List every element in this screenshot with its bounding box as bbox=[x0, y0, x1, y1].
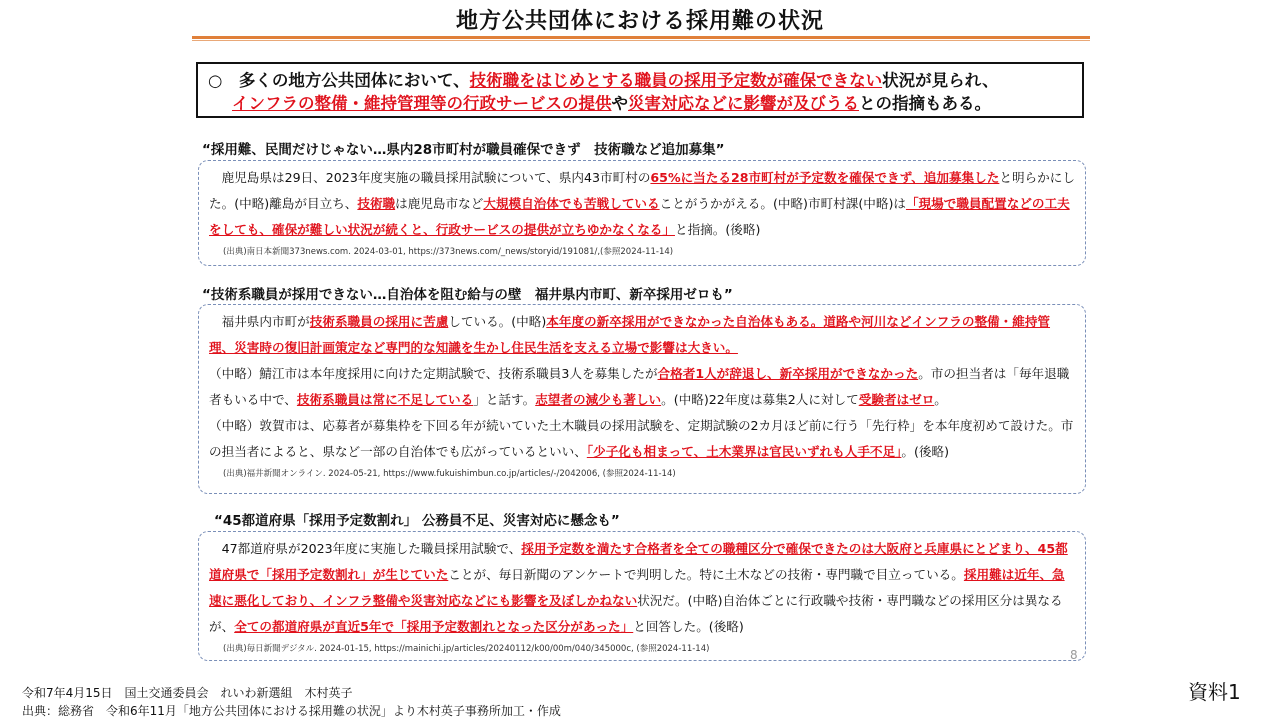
summary-line-2 bbox=[208, 92, 1072, 115]
article-text: 。 bbox=[934, 392, 947, 407]
article-text: 。(中略)22年度は募集2人に対して bbox=[661, 392, 859, 407]
article-text: 。市の担当者は「毎年退職者もいる中で、 bbox=[209, 366, 1070, 407]
article-text: している。(中略) bbox=[448, 314, 547, 329]
section1-heading: “採用難、民間だけじゃない…県内28市町村が職員確保できず 技術職など追加募集” bbox=[202, 142, 725, 158]
section2-heading: “技術系職員が採用できない…自治体を阻む給与の壁 福井県内市町、新卒採用ゼロも” bbox=[202, 287, 733, 303]
title-rule bbox=[192, 36, 1090, 39]
article-highlight: 「少子化も相まって、土木業界は官民いずれも人手不足」 bbox=[586, 444, 902, 459]
article-highlight: 本年度の新卒採用ができなかった自治体もある。道路や河川などインフラの整備・維持管理、災害時の復旧計画策定など専門的な知識を生かし住民生活を支える立場で影響は大きい。 bbox=[209, 314, 1051, 355]
article-text: （中略）鯖江市は本年度採用に向けた定期試験で、技術系職員3人を募集したが bbox=[209, 366, 658, 381]
title-rule-thin bbox=[192, 40, 1090, 41]
article-text: は鹿児島市など bbox=[395, 196, 484, 211]
summary-text: ○ 多くの地方公共団体において、 bbox=[208, 71, 470, 90]
article-text: 福井県内市町が bbox=[221, 314, 310, 329]
article-text: と指摘。(後略) bbox=[674, 222, 761, 237]
summary-highlight: 技術職をはじめとする職員の採用予定数が確保できない bbox=[469, 71, 883, 90]
section1-paragraph bbox=[209, 165, 1075, 243]
page-title: 地方公共団体における採用難の状況 bbox=[455, 9, 824, 34]
article-text: 。(後略) bbox=[901, 444, 950, 459]
section3-heading: “45都道府県「採用予定数割れ」 公務員不足、災害対応に懸念も” bbox=[214, 513, 620, 529]
summary-text: との指摘もある。 bbox=[859, 94, 991, 113]
section2-paragraph-2 bbox=[209, 361, 1075, 413]
article-highlight: 採用難は近年、急速に悪化しており、インフラ整備や災害対応などにも影響を及ぼしかねない bbox=[209, 567, 1065, 608]
article-text: 47都道府県が2023年度に実施した職員採用試験で、 bbox=[221, 541, 522, 556]
article-text: と明らかにした。(中略)離島が目立ち、 bbox=[209, 170, 1075, 211]
article-text: （中略）敦賀市は、応募者が募集枠を下回る年が続いていた土木職員の採用試験を、定期試験の2カ月ほど前に行う「先行枠」を本年度初めて設けた。市の担当者によると、県など一部の自治体でも広がっているといい、 bbox=[209, 418, 1074, 459]
section3-paragraph bbox=[209, 536, 1075, 640]
article-highlight: 志望者の減少も著しい bbox=[535, 392, 662, 407]
section2-source: (出典)福井新聞オンライン. 2024-05-21, https://www.fukuishimbun.co.jp/articles/-/2042006, (参照2024-11-14) bbox=[223, 469, 676, 479]
article-text: ことがうかがえる。(中略)市町村課(中略)は bbox=[659, 196, 906, 211]
footer-line-2: 出典：総務省 令和6年11月「地方公共団体における採用難の状況」より木村英子事務所加工・作成 bbox=[22, 704, 561, 718]
article-highlight: 受験者はゼロ bbox=[858, 392, 935, 407]
article-highlight: 技術系職員の採用に苦慮 bbox=[309, 314, 449, 329]
article-highlight: 合格者1人が辞退し、新卒採用ができなかった bbox=[657, 366, 919, 381]
article-text: ことが、毎日新聞のアンケートで判明した。特に土木などの技術・専門職で目立っている。 bbox=[448, 567, 964, 582]
article-highlight: 採用予定数を満たす合格者を全ての職種区分で確保できたのは大阪府と兵庫県にとどまり、45都道府県で「採用予定数割れ」が生じていた bbox=[209, 541, 1068, 582]
footer-line-1: 令和7年4月15日 国土交通委員会 れいわ新選組 木村英子 bbox=[22, 686, 353, 700]
article-highlight: 65%に当たる28市町村が予定数を確保できず、追加募集した bbox=[650, 170, 1000, 185]
section1-article-box bbox=[198, 160, 1086, 266]
article-highlight: 大規模自治体でも苦戦している bbox=[483, 196, 660, 211]
article-highlight: 「現場で職員配置などの工夫をしても、確保が難しい状況が続くと、行政サービスの提供が立ちゆかなくなる」 bbox=[209, 196, 1070, 237]
article-highlight: 全ての都道府県が直近5年で「採用予定数割れとなった区分があった」 bbox=[234, 619, 634, 634]
summary-text: や bbox=[611, 94, 628, 113]
summary-highlight: 災害対応などに影響が及びうる bbox=[628, 94, 859, 113]
section1-source: (出典)南日本新聞373news.com. 2024-03-01, https://373news.com/_news/storyid/191081/,(参照2024-11-14) bbox=[223, 247, 674, 257]
document-label: 資料1 bbox=[1188, 680, 1241, 704]
article-text: 」と話す。 bbox=[473, 392, 536, 407]
article-text: 状況だ。(中略)自治体ごとに行政職や技術・専門職などの採用区分は異なるが、 bbox=[209, 593, 1063, 634]
section3-source: (出典)毎日新聞デジタル. 2024-01-15, https://mainichi.jp/articles/20240112/k00/00m/040/345000c, (参照2024-11-14) bbox=[223, 644, 710, 654]
summary-box bbox=[196, 62, 1084, 118]
summary-line-1 bbox=[208, 69, 1072, 92]
summary-text: 状況が見られ、 bbox=[882, 71, 999, 90]
section2-article-box bbox=[198, 304, 1086, 494]
section3-article-box bbox=[198, 531, 1086, 661]
article-highlight: 技術職 bbox=[357, 196, 396, 211]
summary-highlight: インフラの整備・維持管理等の行政サービスの提供 bbox=[232, 94, 612, 113]
article-text: 鹿児島県は29日、2023年度実施の職員採用試験について、県内43市町村の bbox=[221, 170, 651, 185]
article-highlight: 技術系職員は常に不足している bbox=[296, 392, 474, 407]
section2-paragraph-1 bbox=[209, 309, 1075, 361]
page-number: 8 bbox=[1070, 648, 1078, 662]
article-text: と回答した。(後略) bbox=[633, 619, 744, 634]
section2-paragraph-3 bbox=[209, 413, 1075, 465]
